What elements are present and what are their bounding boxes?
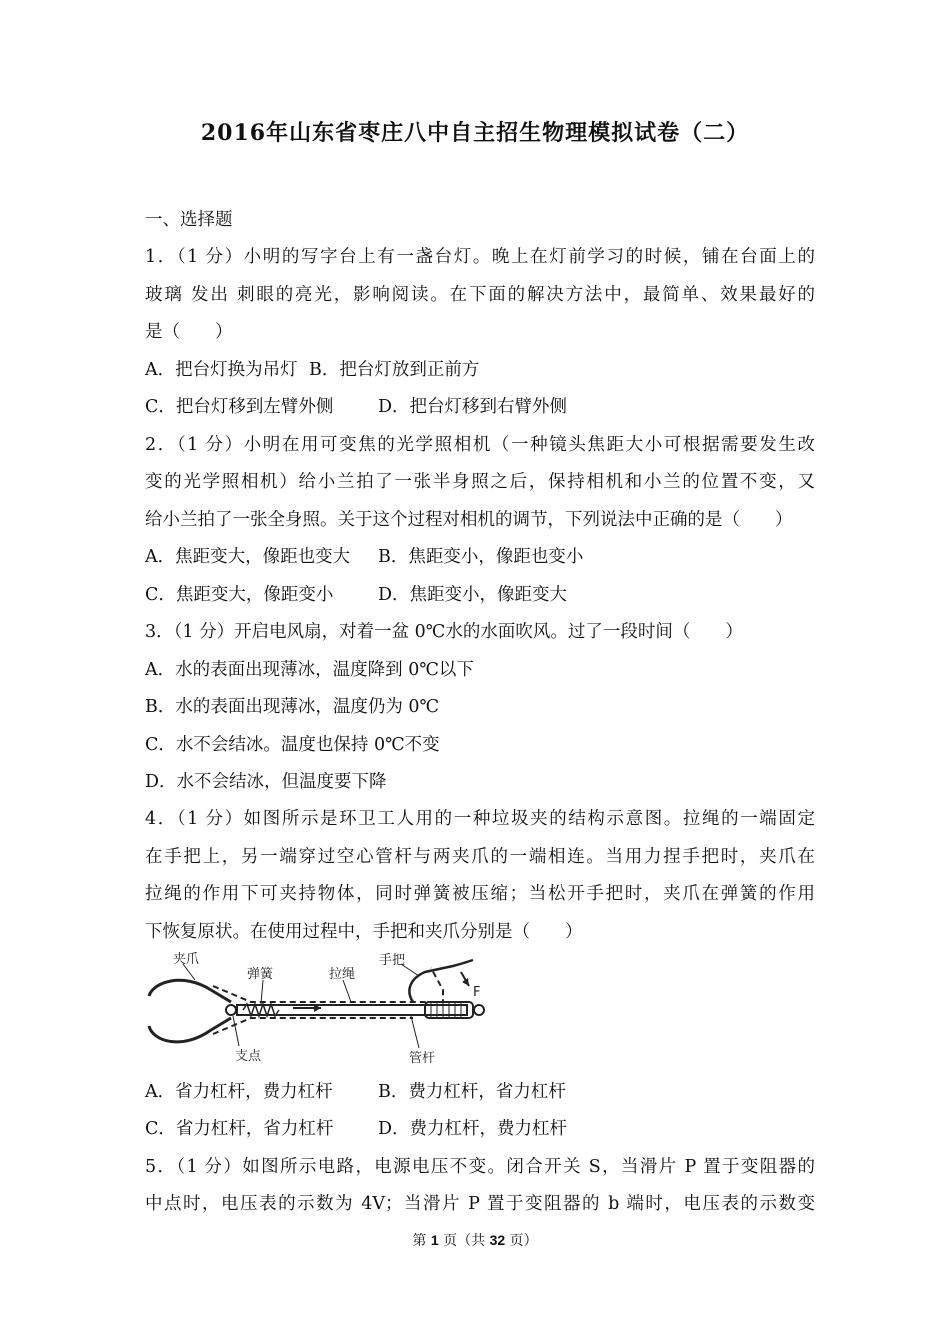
q1-line-3: 是（ ） — [145, 322, 233, 342]
q2-line-1: 2．（1 分）小明在用可变焦的光学照相机（一种镜头焦距大小可根据需要发生改 — [145, 435, 815, 455]
section-heading: 一、选择题 — [145, 210, 233, 230]
q5-line-2: 中点时，电压表的示数为 4V；当滑片 P 置于变阻器的 b 端时，电压表的示数变 — [145, 1194, 815, 1214]
q3-option-d: D．水不会结冰，但温度要下降 — [145, 772, 387, 792]
rope-lower — [213, 1018, 413, 1034]
label-claw: 夹爪 — [173, 952, 200, 967]
q5-line-1: 5．（1 分）如图所示电路，电源电压不变。闭合开关 S，当滑片 P 置于变阻器的 — [145, 1157, 815, 1177]
q4-line-2: 在手把上，另一端穿过空心管杆与两夹爪的一端相连。当用力捏手把时，夹爪在 — [145, 847, 815, 867]
label-spring: 弹簧 — [247, 967, 274, 982]
q3-line-1: 3．（1 分）开启电风扇，对着一盆 0℃水的水面吹风。过了一段时间（ ） — [145, 622, 743, 642]
label-handle: 手把 — [379, 953, 406, 968]
q3-option-b: B．水的表面出现薄冰，温度仍为 0℃ — [145, 697, 440, 717]
q4-options-row-2 — [145, 1116, 815, 1142]
q2-line-3: 给小兰拍了一张全身照。关于这个过程对相机的调节，下列说法中正确的是（ ） — [145, 510, 793, 530]
page-title: 2016年山东省枣庄八中自主招生物理模拟试卷（二） — [200, 120, 750, 146]
claw-arms — [211, 990, 231, 1030]
footer-page-number: 1 — [430, 1232, 439, 1248]
q2-option-b: B．焦距变小，像距也变小 — [378, 547, 584, 567]
footer-mid: 页（共 — [443, 1233, 486, 1249]
label-force: F — [473, 985, 481, 1000]
upper-claw — [149, 980, 211, 996]
q4-option-a: A．省力杠杆，费力杠杆 — [145, 1082, 333, 1102]
q1-option-d: D．把台灯移到右臂外侧 — [378, 397, 568, 417]
q1-option-a: A．把台灯换为吊灯 — [145, 360, 298, 380]
q4-line-1: 4．（1 分）如图所示是环卫工人用的一种垃圾夹的结构示意图。拉绳的一端固定 — [145, 809, 815, 829]
q4-options-row-1 — [145, 1079, 815, 1105]
q4-option-c: C．省力杠杆，省力杠杆 — [145, 1119, 334, 1139]
q1-options-row-1 — [145, 357, 815, 383]
q4-option-d: D．费力杠杆，费力杠杆 — [378, 1119, 568, 1139]
footer-pre: 第 — [412, 1233, 427, 1249]
trash-picker-figure — [143, 950, 493, 1072]
q2-options-row-2 — [145, 582, 815, 608]
q3-option-c: C．水不会结冰。温度也保持 0℃不变 — [145, 735, 440, 755]
label-rope: 拉绳 — [329, 967, 356, 982]
handle-lever — [409, 960, 473, 1002]
q1-line-1: 1．（1 分）小明的写字台上有一盏台灯。晚上在灯前学习的时候，铺在台面上的 — [145, 247, 815, 267]
q1-option-b: B．把台灯放到正前方 — [309, 360, 480, 380]
q4-line-4: 下恢复原状。在使用过程中，手把和夹爪分别是（ ） — [145, 922, 583, 942]
label-tube: 管杆 — [409, 1051, 436, 1066]
q2-option-a: A．焦距变大，像距也变大 — [145, 547, 351, 567]
q1-line-2: 玻璃 发出 刺眼的亮光，影响阅读。在下面的解决方法中，最简单、效果最好的 — [145, 285, 815, 305]
footer-total-pages: 32 — [489, 1232, 506, 1248]
q4-option-b: B．费力杠杆，省力杠杆 — [378, 1082, 566, 1102]
q1-options-row-2 — [145, 394, 815, 420]
q2-option-d: D．焦距变小，像距变大 — [378, 585, 568, 605]
q3-option-a: A．水的表面出现薄冰，温度降到 0℃以下 — [145, 660, 474, 680]
footer-post: 页） — [509, 1233, 538, 1249]
q2-line-2: 变的光学照相机）给小兰拍了一张半身照之后，保持相机和小兰的位置不变，又 — [145, 472, 815, 492]
pivot-point — [226, 1005, 236, 1015]
label-pivot: 支点 — [235, 1049, 262, 1064]
q1-option-c: C．把台灯移到左臂外侧 — [145, 397, 334, 417]
q4-line-3: 拉绳的作用下可夹持物体，同时弹簧被压缩；当松开手把时，夹爪在弹簧的作用 — [145, 884, 815, 904]
q2-option-c: C．焦距变大，像距变小 — [145, 585, 334, 605]
lower-claw — [149, 1026, 211, 1042]
q2-options-row-1 — [145, 544, 815, 570]
page-footer — [0, 1230, 950, 1250]
